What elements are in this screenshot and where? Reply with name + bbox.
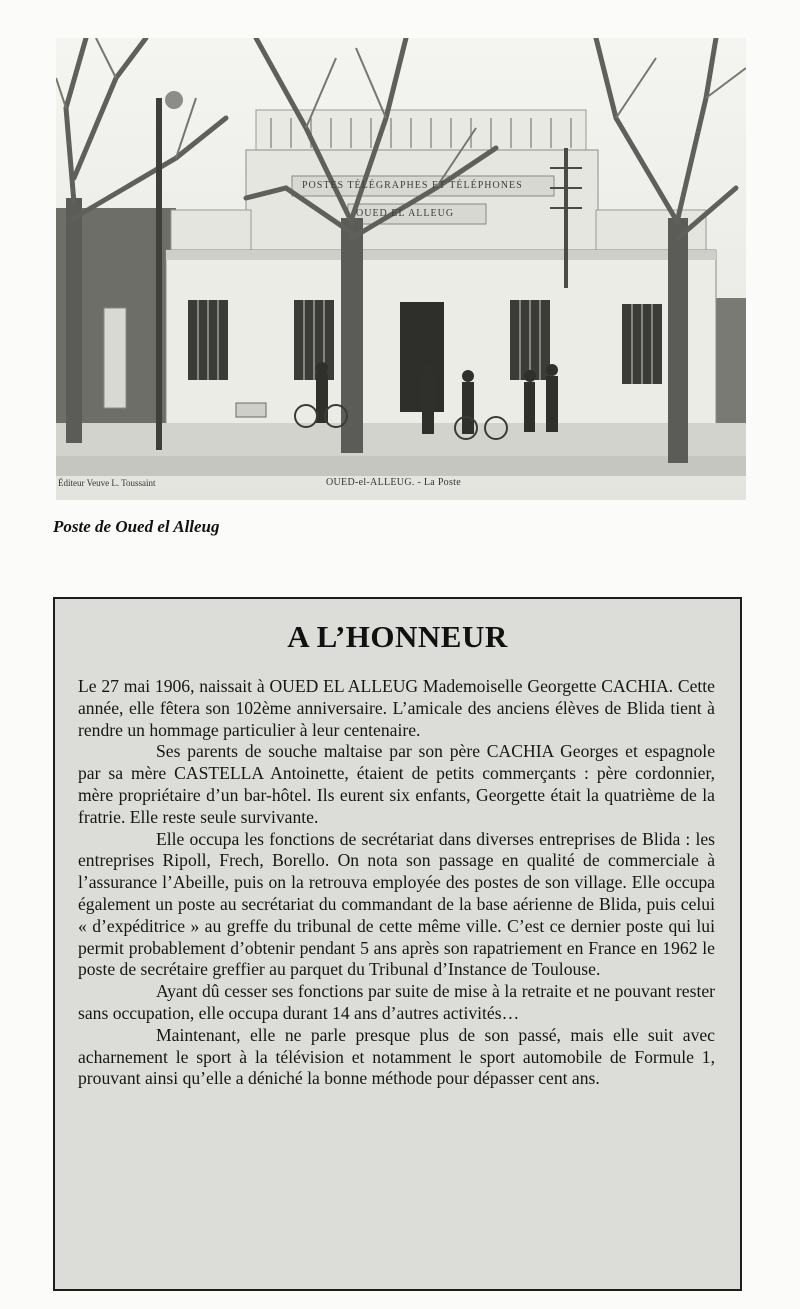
photo-caption: Poste de Oued el Alleug: [53, 517, 220, 536]
paragraph-5: Maintenant, elle ne parle presque plus de son passé, mais elle suit avec acharnement le sport à la télévision et notamment le sport automobile de Formule 1, prouvant ainsi qu’elle a déniché la bonne méthode pour dépasser cent ans.: [78, 1024, 715, 1089]
post-office-illustration: [56, 38, 746, 500]
sign-line-1: POSTES TÉLÉGRAPHES ET TÉLÉPHONES: [302, 180, 523, 191]
paragraph-1: Le 27 mai 1906, naissait à OUED EL ALLEUG Mademoiselle Georgette CACHIA. Cette année, elle fêtera son 102ème anniversaire. L’amicale des anciens élèves de Blida tient à rendre un hommage particulier à leur centenaire.: [78, 676, 715, 740]
article-title: A L’HONNEUR: [287, 619, 508, 654]
post-office-photo: [56, 38, 746, 500]
publisher-credit: Éditeur Veuve L. Toussaint: [58, 478, 156, 488]
paragraph-4: Ayant dû cesser ses fonctions par suite de mise à la retraite et ne pouvant rester sans occupation, elle occupa durant 14 ans d’autres activités…: [78, 981, 715, 1023]
paragraph-2: Ses parents de souche maltaise par son père CACHIA Georges et espagnole par sa mère CASTELLA Antoinette, étaient de petits commerçants : père cordonnier, mère propriétaire d’un bar-hôtel. Ils eurent six enfants, Georgette était la quatrième de la fratrie. Elle reste seule survivante.: [78, 741, 715, 827]
sign-line-2: OUED EL ALLEUG: [356, 208, 455, 219]
article-box: [53, 597, 742, 1291]
place-label: OUED-el-ALLEUG. - La Poste: [326, 477, 461, 488]
article-body: [78, 676, 715, 1090]
paragraph-3: Elle occupa les fonctions de secrétariat dans diverses entreprises de Blida : les entreprises Ripoll, Frech, Borello. On nota son passage en qualité de commerciale à l’assurance l’Abeille, puis on la retrouva employée des postes de son village. Elle occupa également un poste au secrétariat du commandant de la base aérienne de Blida, puis celui « d’expéditrice » au greffe du tribunal de cette même ville. C’est ce dernier poste qui lui permit probablement d’obtenir pendant 5 ans après son rapatriement en France en 1962 le poste de secrétaire greffier au parquet du Tribunal d’Instance de Toulouse.: [78, 828, 715, 980]
